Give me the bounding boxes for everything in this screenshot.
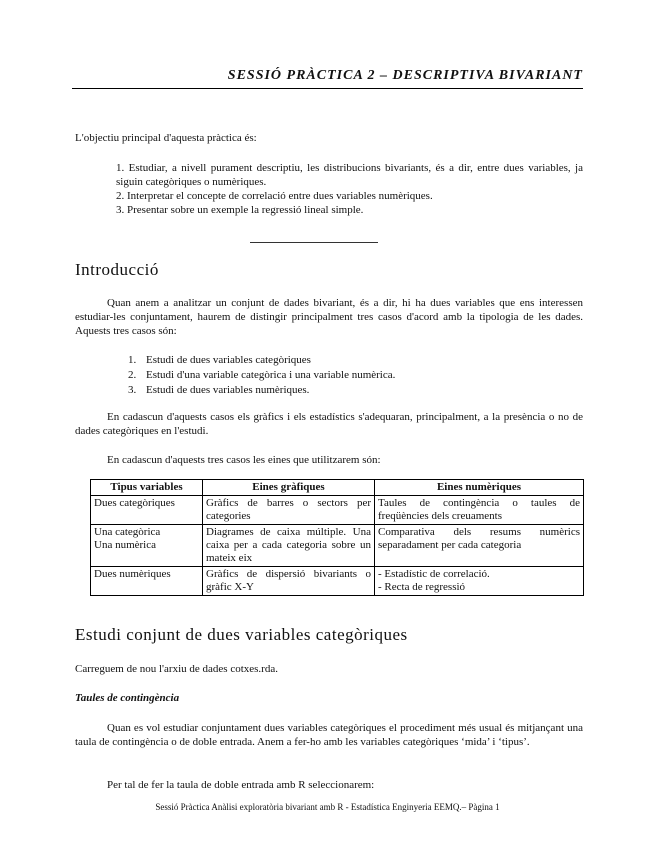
- list-item: [128, 368, 395, 383]
- page-title: SESSIÓ PRÀCTICA 2 – DESCRIPTIVA BIVARIANT: [227, 68, 583, 83]
- introduction-heading: Introducció: [75, 260, 159, 279]
- contingency-paragraph-text: Quan es vol estudiar conjuntament dues variables categòriques el procediment més usual és mitjançant una taula de contingència o de doble entrada. Anem a fer-ho amb les variables categòriques ‘mida’ i ‘tipus’.: [75, 722, 583, 748]
- list-item: [128, 353, 395, 368]
- table-cell-type: [91, 567, 203, 596]
- cell-line: Dues categòriques: [94, 497, 175, 509]
- tools-lead-paragraph: [75, 453, 583, 467]
- header-rule: [72, 88, 583, 89]
- cell-line: Una numèrica: [94, 539, 156, 551]
- introduction-paragraph: [75, 296, 583, 338]
- list-number: 2.: [128, 369, 137, 381]
- table-row: [91, 525, 584, 567]
- list-text: Estudi de dues variables numèriques.: [146, 384, 310, 396]
- objective-item: 1. Estudiar, a nivell purament descriptiu, les distribucions bivariants, és a dir, entre dues variables, ja siguin categòriques o numèriques.: [116, 162, 583, 188]
- table-cell-type: [91, 525, 203, 567]
- introduction-paragraph-text: Quan anem a analitzar un conjunt de dades bivariant, és a dir, hi ha dues variables que ens interessen estudiar-les conjuntament, haurem de distingir principalment tres casos d'acord amb la tipologia de les dades. Aquests tres casos són:: [75, 297, 583, 337]
- instruction-paragraph: [75, 778, 583, 792]
- cell-line: Comparativa dels resums numèrics separadament per cada categoria: [378, 526, 580, 551]
- table-cell-numeric: [375, 525, 584, 567]
- page-footer: Sessió Pràctica Anàlisi exploratòria bivariant amb R - Estadística Enginyeria EEMQ.– Pàgina 1: [155, 802, 500, 812]
- table-cell-graphic: Gràfics de barres o sectors per categories: [203, 496, 375, 525]
- section-heading: Estudi conjunt de dues variables categòriques: [75, 625, 408, 644]
- list-text: Estudi d'una variable categòrica i una variable numèrica.: [146, 369, 396, 381]
- cell-line: Una categòrica: [94, 526, 161, 538]
- table-header-cell: Eines gràfiques: [203, 480, 375, 496]
- table-cell-numeric: [375, 496, 584, 525]
- list-number: 1.: [128, 354, 137, 366]
- objectives-list: [116, 161, 583, 217]
- table-cell-type: [91, 496, 203, 525]
- table-row: [91, 567, 584, 596]
- objectives-lead: L'objectiu principal d'aquesta pràctica és:: [75, 132, 257, 144]
- cell-line: Dues numèriques: [94, 568, 171, 580]
- cell-line: - Recta de regressió: [378, 581, 466, 593]
- table-cell-numeric: [375, 567, 584, 596]
- tools-lead-text: En cadascun d'aquests tres casos les eines que utilitzarem són:: [107, 454, 381, 466]
- cell-line: Taules de contingència o taules de freqüències dels creuaments: [378, 497, 580, 522]
- instruction-paragraph-text: Per tal de fer la taula de doble entrada amb R seleccionarem:: [107, 779, 375, 791]
- table-header-cell: Tipus variables: [91, 480, 203, 496]
- cell-line: - Estadístic de correlació.: [378, 568, 490, 580]
- list-item: [128, 383, 395, 398]
- objective-item: 3. Presentar sobre un exemple la regressió lineal simple.: [116, 204, 364, 216]
- list-text: Estudi de dues variables categòriques: [146, 354, 311, 366]
- table-cell-graphic: Diagrames de caixa múltiple. Una caixa per a cada categoria sobre un mateix eix: [203, 525, 375, 567]
- cases-list: [128, 353, 395, 398]
- cases-paragraph: [75, 410, 583, 438]
- tools-table: [90, 479, 584, 596]
- table-cell-graphic: Gràfics de dispersió bivariants o gràfic X-Y: [203, 567, 375, 596]
- contingency-paragraph: [75, 721, 583, 749]
- load-data-paragraph: Carreguem de nou l'arxiu de dades cotxes.rda.: [75, 663, 278, 675]
- section-separator: [250, 242, 378, 243]
- table-header-cell: Eines numèriques: [375, 480, 584, 496]
- objective-item: 2. Interpretar el concepte de correlació entre dues variables numèriques.: [116, 190, 433, 202]
- cases-paragraph-text: En cadascun d'aquests casos els gràfics i els estadístics s'adequaran, principalment, a la presència o no de dades categòriques en l'estudi.: [75, 411, 583, 437]
- subsection-heading: Taules de contingència: [75, 692, 180, 704]
- table-row: [91, 496, 584, 525]
- table-header-row: [91, 480, 584, 496]
- list-number: 3.: [128, 384, 137, 396]
